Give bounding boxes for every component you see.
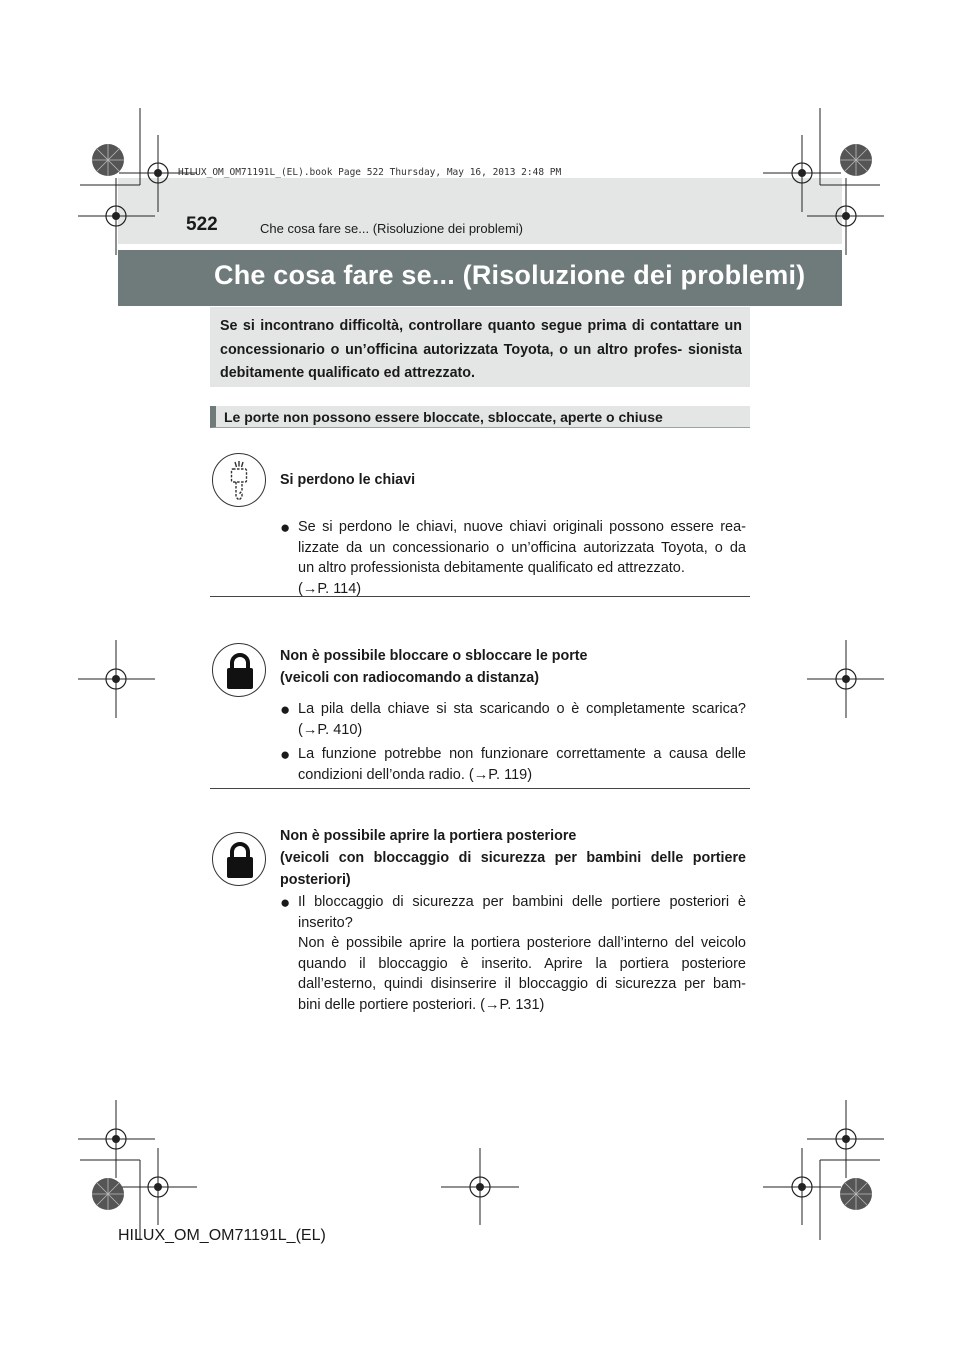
text-line: La pila della chiave si sta scaricando o è completamente scarica? <box>298 701 746 717</box>
page-title: Che cosa fare se... (Risoluzione dei problemi) <box>214 260 806 290</box>
text-line: Non è possibile aprire la portiera posteriore dall’interno del veicolo <box>298 935 746 951</box>
book-info-line: HILUX_OM_OM71191L_(EL).book Page 522 Thursday, May 16, 2013 2:48 PM <box>178 167 562 178</box>
heading-line: posteriori) <box>280 872 351 888</box>
heading-line: Si perdono le chiavi <box>280 472 416 488</box>
text-line: inserito? <box>298 914 353 931</box>
bullet-dot: ● <box>280 518 291 537</box>
text-line: dall’esterno, quindi disinserire il bloccaggio di sicurezza per bam- <box>298 976 746 992</box>
page-number: 522 <box>186 214 218 235</box>
text-line: La funzione potrebbe non funzionare correttamente a causa delle <box>298 746 746 762</box>
text-line: lizzate da un concessionario o un’officina autorizzata Toyota, o da <box>298 539 746 556</box>
text-line: Se si perdono le chiavi, nuove chiavi originali possono essere rea- <box>298 519 746 535</box>
text-line: (→P. 114) <box>298 580 362 597</box>
section-title: Le porte non possono essere bloccate, sbloccate, aperte o chiuse <box>224 409 663 425</box>
text-line: (→P. 410) <box>298 721 363 738</box>
heading-line: Non è possibile bloccare o sbloccare le porte <box>280 648 588 664</box>
heading-line: (veicoli con bloccaggio di sicurezza per bambini delle portiere <box>280 850 746 866</box>
text-line: bini delle portiere posteriori. (→P. 131) <box>298 996 545 1013</box>
bullet-dot: ● <box>280 893 291 912</box>
bullet-dot: ● <box>280 700 291 719</box>
running-title: Che cosa fare se... (Risoluzione dei problemi) <box>260 221 524 236</box>
text-line: condizioni dell’onda radio. (→P. 119) <box>298 766 533 783</box>
footer-code: HILUX_OM_OM71191L_(EL) <box>118 1227 326 1244</box>
text-line: un altro professionista debitamente qualificato ed attrezzato. <box>298 560 685 576</box>
text-line: quando il bloccaggio è inserito. Aprire la portiera posteriore <box>298 955 746 972</box>
text-line: Il bloccaggio di sicurezza per bambini delle portiere posteriori è <box>298 894 746 910</box>
heading-line: (veicoli con radiocomando a distanza) <box>280 670 539 686</box>
heading-line: Non è possibile aprire la portiera posteriore <box>280 828 577 844</box>
intro-text: Se si incontrano difficoltà, controllare quanto segue prima di contattare un concessionario o un’officina autorizzata Toyota, o un altro profes- sionista debitamente qualificato ed attrezzato. <box>220 318 742 381</box>
bullet-dot: ● <box>280 745 291 764</box>
